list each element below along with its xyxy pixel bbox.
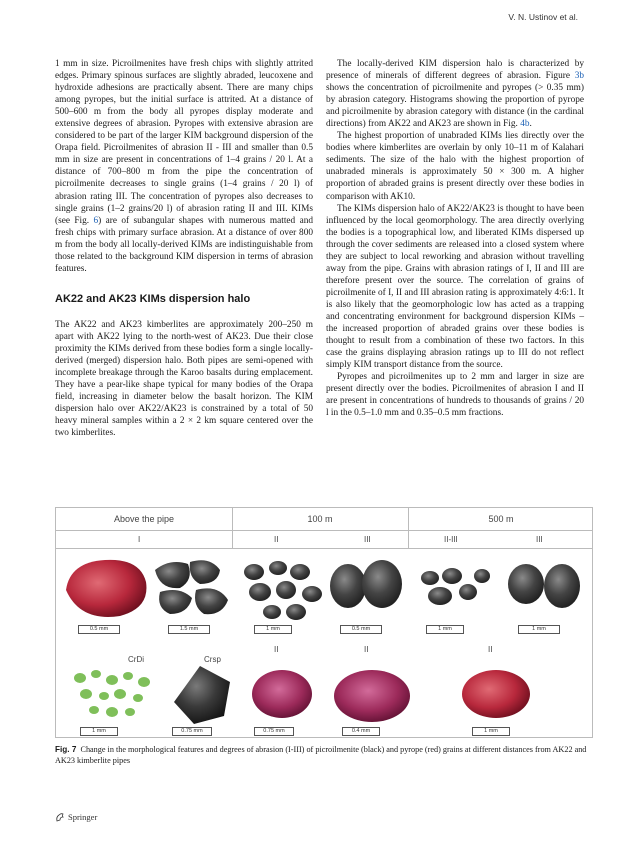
header-100m: 100 m xyxy=(307,514,333,524)
figure-caption xyxy=(55,744,595,766)
divider xyxy=(56,548,592,549)
figure-7 xyxy=(55,507,593,738)
publisher-footer: Springer xyxy=(55,812,97,822)
header-above-pipe: Above the pipe xyxy=(113,514,175,524)
scale-bar: 1.5 mm xyxy=(168,625,210,634)
grain-photos-bottom xyxy=(60,658,590,734)
paragraph: Pyropes and picroilmenites up to 2 mm and larger in size are present directly over the bodies. Picroilmenites of abrasion I and II are present in concentrations of hundreds to thousands of grains / 20 l in the 0.5–1.0 mm and 0.35–0.5 mm fractions. xyxy=(326,372,584,419)
scale-bar: 1 mm xyxy=(80,727,118,736)
springer-horse-icon xyxy=(55,812,65,822)
mineral-label-crsp: Crsp xyxy=(204,655,221,664)
figure-link[interactable]: 3b xyxy=(574,71,584,82)
abrasion-label: II-III xyxy=(444,535,458,544)
scale-bar: 0.75 mm xyxy=(254,727,294,736)
left-column xyxy=(55,58,313,439)
abrasion-label: III xyxy=(364,535,371,544)
abrasion-label: II xyxy=(274,645,279,654)
paragraph: The KIMs dispersion halo of AK22/AK23 is thought to have been influenced by the local geomorphology. The area directly overlying the bodies is a topographical low, and liberated KIMs dispersed up through the cover sediments are released into a closed system where they are subject to local reworking and abrasion without travelling away from the pipe. Grains with abrasion ratings of I, II and III are therefore present over the source. The correlation of grains of picroilmenite of I, II and III abrasion rating is approximately 4:6:1. It is also likely that the geomorphologic low has acted as a trapping and concentrating environment for background dispersion KIMs – the increased proportion of abraded grains over these bodies is thought to result from a combination of these two factors. In this case the grains displaying abrasion ratings up to III do not reflect simply KIM transport distance from the source. xyxy=(326,203,584,371)
abrasion-label: I xyxy=(138,535,141,544)
abrasion-label: II xyxy=(488,645,493,654)
scale-bar: 0.5 mm xyxy=(78,625,120,634)
scale-bar: 1 mm xyxy=(426,625,464,634)
running-header: V. N. Ustinov et al. xyxy=(508,12,578,22)
scale-bar: 0.4 mm xyxy=(342,727,380,736)
paragraph: 1 mm in size. Picroilmenites have fresh chips with slightly attrited edges. Primary spinous surfaces are slightly abraded, leucoxene and hydroxide adhesions are practically absent. There are many chips among pyropes, but the initial surface is attrited. At a distance of 500–600 m from the body all pyropes display moderate and extensive degrees of abrasion. Pyropes with extensive abrasion are considered to be part of the larger KIM background dispersion of the Orapa field. Picroilmenites of abrasion II - III and smaller than 0.5 mm in size are present in concentrations of 1–4 grains / 20 l. At a distance of 700–800 m from the pipe the concentration of picroilmenite decreases to single grains (1–4 grains / 20 l) of abrasion rating III. The concentration of pyropes also decreases to single grains (1–2 grains/20 l) of abrasion rating II and III. KIMs (see Fig. 6) are of subangular shapes with numerous matted and fresh chips with primary surface abrasion. At a distance of over 800 m from the body all locally-derived KIMs are indistinguishable from those related to the background KIM dispersion in terms of abrasion features. xyxy=(55,59,313,274)
paragraph: The highest proportion of unabraded KIMs lies directly over the bodies where kimberlites are overlain by only 10–11 m of Kalahari sediments. The size of the halo with the highest proportion of unabraded minerals is approximately 50 × 300 m. A higher proportion of abraded grains is present directly over these bodies in comparison with AK10. xyxy=(326,131,584,202)
paragraph: The AK22 and AK23 kimberlites are approximately 200–250 m apart with AK22 lying to the north-west of AK23. Due their close proximity the KIMs derived from these bodies form a single locally-derived (merged) dispersion halo. Both pipes are semi-opened with incomplete breakage through the Karoo basalts during emplacement. They have a pear-like shape typical for many bodies of the Orapa field, increasing in diameter below the basalt horizon. The KIM dispersion halo over AK22/AK23 is constrained by a total of 50 heavy mineral samples within a 2 × 2 km square centered over the two kimberlites. xyxy=(55,319,313,439)
figure-link[interactable]: 4b xyxy=(520,119,530,130)
header-500m: 500 m xyxy=(488,514,514,524)
paragraph: The locally-derived KIM dispersion halo is characterized by presence of minerals of different degrees of abrasion. Figure 3b shows the concentration of picroilmenite and pyropes (> 0.35 mm) by abrasion category. Histograms showing the proportion of pyrope and picroilmenite by abrasion category with distance (in the cardinal directions) from AK22 and AK23 are shown in Fig. 4b. xyxy=(326,59,584,130)
scale-bar: 1 mm xyxy=(254,625,292,634)
abrasion-label: II xyxy=(274,535,279,544)
scale-bar: 1 mm xyxy=(472,727,510,736)
mineral-label-crdi: CrDi xyxy=(128,655,144,664)
section-heading: AK22 and AK23 KIMs dispersion halo xyxy=(55,292,251,305)
abrasion-label: II xyxy=(364,645,369,654)
grain-photos-top xyxy=(60,550,590,636)
divider xyxy=(56,530,592,531)
scale-bar: 1 mm xyxy=(518,625,560,634)
figure-link[interactable]: 6 xyxy=(93,215,99,226)
caption-label: Fig. 7 xyxy=(55,745,77,754)
scale-bar: 0.75 mm xyxy=(172,727,212,736)
right-column xyxy=(326,58,584,419)
abrasion-label: III xyxy=(536,535,543,544)
scale-bar: 0.5 mm xyxy=(340,625,382,634)
caption-text: Change in the morphological features and degrees of abrasion (I-III) of picroilmenite (black) and pyrope (red) grains at different distances from AK22 and AK23 kimberlite pipes xyxy=(55,745,587,765)
